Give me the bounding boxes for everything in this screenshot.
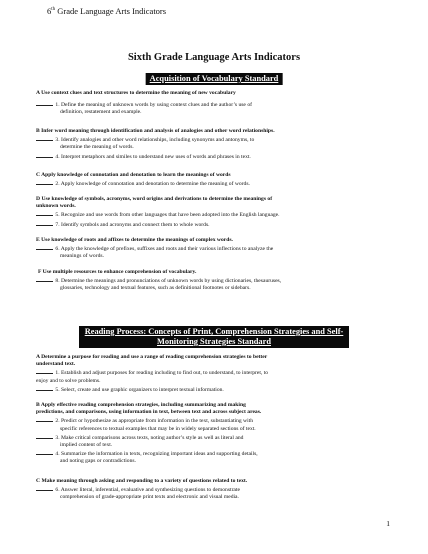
section-title-continued: predictions, and comparisons, using information in text, between text and across subject areas. (36, 409, 262, 416)
section-title: D Use knowledge of symbols, acronyms, word origins and derivations to determine the meanings of (36, 196, 273, 202)
section-c (36, 172, 396, 188)
answer-blank[interactable] (36, 385, 53, 391)
answer-blank[interactable] (36, 485, 53, 491)
indicator-text: 5. Select, create and use graphic organizers to interpret textual information. (55, 386, 224, 393)
indicator-item (36, 152, 396, 161)
indicator-text: 1. Establish and adjust purposes for reading including to find out, to understand, to interpret, to (55, 370, 269, 377)
indicator-item (36, 485, 396, 501)
answer-blank[interactable] (36, 368, 53, 374)
answer-blank[interactable] (36, 449, 53, 455)
answer-blank[interactable] (36, 100, 53, 106)
indicator-item (36, 220, 396, 229)
section-a (36, 90, 396, 117)
indicator-text-continued: glossaries, technology and textual features, such as definitional footnotes or sidebars. (60, 285, 251, 292)
section-title: C Make meaning through asking and responding to a variety of questions related to text. (36, 478, 248, 484)
indicator-text-continued: specific references to textual examples that may be in widely separated sections of text. (60, 425, 256, 432)
indicator-item (36, 368, 396, 384)
answer-blank[interactable] (36, 179, 53, 185)
indicator-text: 6. Apply the knowledge of prefixes, suffixes and roots and their various inflections to analyze the (55, 246, 274, 253)
reading-section-c (36, 478, 396, 502)
indicator-text: 8. Determine the meanings and pronunciations of unknown words by using dictionaries, thesauruses, (55, 278, 282, 285)
section-b (36, 128, 396, 161)
indicator-text: 7. Identify symbols and acronyms and connect them to whole words. (55, 221, 210, 228)
indicator-text-continued: and noting gaps or contradictions. (60, 458, 136, 465)
indicator-text: 3. Make critical comparisons across texts, noting author’s style as well as literal and (55, 434, 244, 441)
indicator-text: 2. Apply knowledge of connotation and denotation to determine the meaning of words. (55, 181, 250, 188)
indicator-text-continued: determine the meaning of words. (60, 144, 134, 151)
answer-blank[interactable] (36, 220, 53, 226)
section-title-continued: understand text. (36, 361, 76, 368)
indicator-item (36, 416, 396, 432)
indicator-text: 4. Interpret metaphors and similes to understand new uses of words and phrases in text. (55, 153, 251, 160)
page-number: 1 (386, 519, 390, 528)
running-header (47, 6, 166, 16)
indicator-text: 3. Identify analogies and other word relationships, including synonyms and antonyms, to (55, 137, 255, 144)
section-title: A Determine a purpose for reading and use a range of reading comprehension strategies to better (36, 354, 268, 360)
section-title: C Apply knowledge of connotation and denotation to learn the meanings of words (36, 172, 231, 178)
indicator-item (36, 100, 396, 116)
header-grade-suffix: th (51, 7, 56, 13)
indicator-item (36, 135, 396, 151)
standard-banner-vocabulary: Acquisition of Vocabulary Standard (146, 73, 283, 85)
answer-blank[interactable] (36, 276, 53, 282)
answer-blank[interactable] (36, 210, 53, 216)
reading-section-a (36, 354, 396, 394)
indicator-text-continued: enjoy and to solve problems. (36, 377, 101, 384)
answer-blank[interactable] (36, 244, 53, 250)
standard-banner-reading-process: Reading Process: Concepts of Print, Comprehension Strategies and Self-Monitoring Strategies Standard (79, 326, 349, 348)
answer-blank[interactable] (36, 433, 53, 439)
header-grade-number: 6 (47, 6, 52, 16)
indicator-text: 5. Recognize and use words from other languages that have been adopted into the English language. (55, 212, 280, 219)
section-f (36, 269, 396, 293)
indicator-text: 6. Answer literal, inferential, evaluative and synthesizing questions to demonstrate (55, 487, 240, 494)
indicator-item (36, 179, 396, 188)
indicator-item (36, 433, 396, 449)
indicator-text: 4. Summarize the information in texts, recognizing important ideas and supporting details, (55, 451, 258, 458)
section-title: B Infer word meaning through identification and analysis of analogies and other word relationships. (36, 128, 275, 134)
indicator-item (36, 385, 396, 394)
section-d (36, 196, 396, 229)
answer-blank[interactable] (36, 416, 53, 422)
indicator-item (36, 244, 396, 260)
indicator-text-continued: definition, restatement and example. (60, 109, 142, 116)
indicator-text: 1. Define the meaning of unknown words by using context clues and the author’s use of (55, 102, 252, 109)
section-title: A Use context clues and text structures to determine the meaning of new vocabulary (36, 90, 236, 96)
indicator-text: 2. Predict or hypothesize as appropriate from information in the text, substantiating with (55, 418, 254, 425)
indicator-item (36, 276, 396, 292)
page-title: Sixth Grade Language Arts Indicators (127, 52, 301, 63)
header-text: Grade Language Arts Indicators (55, 6, 167, 16)
answer-blank[interactable] (36, 135, 53, 141)
reading-section-b (36, 402, 396, 466)
indicator-item (36, 449, 396, 465)
section-title-continued: unknown words. (36, 203, 76, 210)
answer-blank[interactable] (36, 152, 53, 158)
section-e (36, 237, 396, 261)
indicator-text-continued: comprehension of grade-appropriate print texts and electronic and visual media. (60, 494, 239, 501)
indicator-item (36, 210, 396, 219)
indicator-text-continued: implied content of text. (60, 442, 113, 449)
indicator-text-continued: meanings of words. (60, 253, 104, 260)
section-title: F Use multiple resources to enhance comprehension of vocabulary. (38, 269, 197, 275)
section-title: E Use knowledge of roots and affixes to determine the meanings of complex words. (36, 237, 233, 243)
section-title: B Apply effective reading comprehension strategies, including summarizing and making (36, 402, 246, 408)
